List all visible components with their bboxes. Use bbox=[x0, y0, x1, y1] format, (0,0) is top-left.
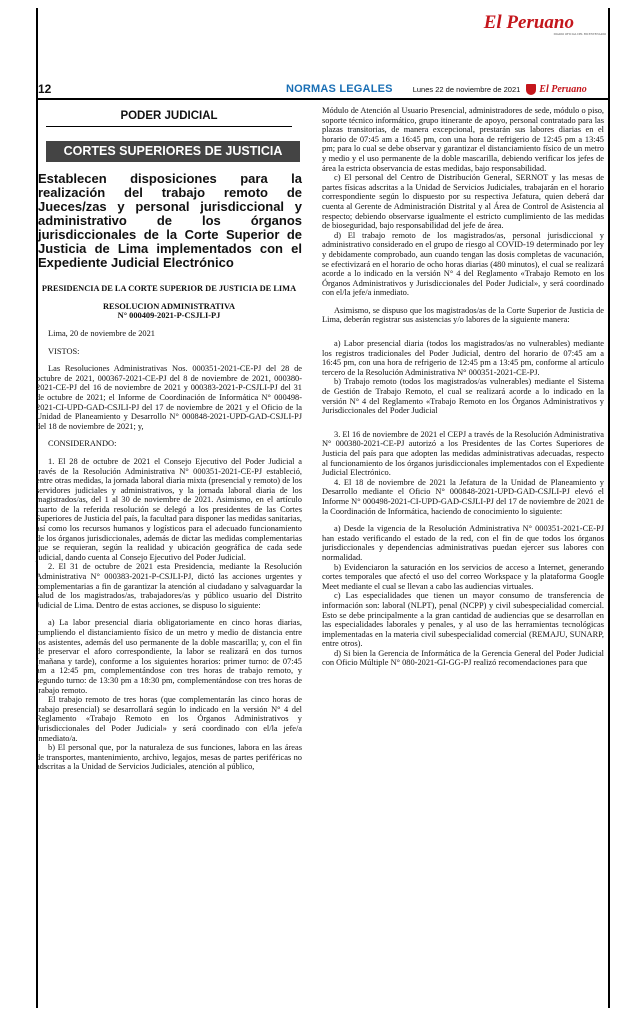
right-column bbox=[322, 106, 604, 668]
right-paragraph-3: d) El trabajo remoto de los magistrados/as, personal jurisdiccional y administrativo considerado en el grupo de riesgo al COVID-19 determinado por ley y debidamente comprobado, aun cuando tengan las dosis completas de vacunación, se efectivizará en el horario de ocho horas diarias (480 minutos), el cual se realizará acorde a lo indicado en la versión N° 4 del Reglamento «Trabajo Remoto en los Órganos Administrativos y Jurisdiccionales del Poder Judicial», y será coordinado con el/la jefe/a inmediato. bbox=[322, 230, 604, 298]
shield-icon bbox=[526, 84, 536, 95]
considerando-heading: CONSIDERANDO: bbox=[48, 439, 117, 449]
right-paragraph-4: Asimismo, se dispuso que los magistrados/as de la Corte Superior de Justicia de Lima, deberán registrar sus asistencias y/o labores de la siguiente manera: bbox=[322, 305, 604, 325]
newspaper-subtitle: DIARIO OFICIAL DEL BICENTENARIO bbox=[553, 32, 606, 36]
right-paragraph-8: 4. El 18 de noviembre de 2021 la Jefatura de la Unidad de Planeamiento y Desarrollo mediante el Oficio N° 000848-2021-UPD-GAD-CSJLI-PJ elevó el Informe N° 000498-2021-CI-UPD-GAD-CSJLI-PJ del 17 de noviembre de 2021 de la Coordinación de Informática, haciendo de conocimiento lo siguiente: bbox=[322, 477, 604, 516]
header-logo bbox=[526, 84, 587, 95]
paragraph-a2: El trabajo remoto de tres horas (que complementarán las cinco horas de trabajo presencial) se desarrollará según lo indicado en la versión N° 4 del Reglamento «Trabajo Remoto en los Órganos Administrativos y Jurisdiccionales del Poder Judicial» y será coordinado con el/la jefe/a inmediato/a. bbox=[36, 695, 302, 743]
vistos-heading: VISTOS: bbox=[48, 346, 80, 356]
newspaper-logo: El Peruano bbox=[483, 12, 574, 33]
paragraph-1: 1. El 28 de octubre de 2021 el Consejo Ejecutivo del Poder Judicial a través de la Resolución Administrativa N° 000351-2021-CE-PJ estableció, entre otras medidas, la jornada laboral diaria mixta (presencial y remoto) de los servidores judiciales y administrativos, y la jornada laboral diaria de los magistrados/as, del 1 al 30 de noviembre de 2021. Asimismo, en el artículo cuarto de la referida resolución se delegó a los presidentes de las Cortes Superiores de Justicia del país, la facultad para disponer las medidas sanitarias, así como los recursos humanos y logísticos para el adecuado funcionamiento de los órganos jurisdiccionales, además de dictar las medidas complementarias que se requieran, según la realidad y ubicación geográfica de cada sede judicial, dando cuenta al Consejo Ejecutivo del Poder Judicial. bbox=[36, 456, 302, 562]
branch-divider bbox=[46, 126, 292, 127]
resolution-number: N° 000409-2021-P-CSJLI-PJ bbox=[117, 311, 221, 321]
paragraph-2: 2. El 31 de octubre de 2021 esta Presidencia, mediante la Resolución Administrativa N° 000383-2021-P-CSJLI-PJ, dictó las acciones urgentes y complementarias a fin de garantizar la atención al ciudadano y salvaguardar la salud de los magistrados/as, trabajadores/as y público usuario del Distrito Judicial de Lima. Dentro de estas acciones, se dispuso lo siguiente: bbox=[36, 562, 302, 610]
paragraph-b: b) El personal que, por la naturaleza de sus funciones, labora en las áreas de transportes, mantenimiento, archivo, legajos, mesas de partes periféricas no adscritas a la Unidad de Servicios Judiciales, atención al público, bbox=[36, 743, 302, 772]
right-paragraph-2: c) El personal del Centro de Distribución General, SERNOT y las mesas de partes físicas adscritas a la Unidad de Servicios Judiciales, trabajarán en el horario correspondiente según lo dispuesto por su respectiva Jefatura, quien deberá dar cuenta al Gerente de Administración Distrital y al Área de Control de Asistencia al respecto; debiendo observarse igualmente el estricto cumplimiento de las medidas de bioseguridad, bajo responsabilidad del jefe de área. bbox=[322, 173, 604, 231]
right-paragraph-7: 3. El 16 de noviembre de 2021 el CEPJ a través de la Resolución Administrativa N° 000380-2021-CE-PJ autorizó a los Presidentes de las Cortes Superiores de Justicia del país para que adopten las medidas administrativas adecuadas, respecto al funcionamiento de los órganos jurisdiccionales implementados con el Expediente Judicial Electrónico. bbox=[322, 429, 604, 478]
page-header bbox=[36, 80, 608, 98]
right-paragraph-1: Módulo de Atención al Usuario Presencial, administradores de sede, módulo o piso, soporte técnico informático, grupo itinerante de apoyo, personal contratado para las plazas transitorias, de manera excepcional, prestarán sus labores diarias en el horario de 07:45 am a 16:45 pm, con una hora de refrigerio de 12:45 pm a 13:45 pm; para lo cual se debe observar y garantizar el distanciamiento físico de un metro y medio y el uso permanente de la doble mascarilla, debiendo verificar los jefes de área la estricta observancia de estas medidas, bajo responsabilidad. bbox=[322, 106, 604, 173]
right-paragraph-5: a) Labor presencial diaria (todos los magistrados/as no vulnerables) mediante los registros tradicionales del Poder Judicial, dentro del horario de 07:45 am a 16:45 pm, con una hora de refrigerio de 12:45 pm a 13:45 pm, conforme al artículo tercero de la Resolución Administrativa N° 000351-2021-CE-PJ. bbox=[322, 339, 604, 377]
left-column bbox=[36, 106, 302, 772]
section-title: NORMAS LEGALES bbox=[286, 83, 393, 95]
right-paragraph-9: a) Desde la vigencia de la Resolución Administrativa N° 000351-2021-CE-PJ han estado verificando el estado de la red, con el fin de que todos los órganos jurisdiccionales y dependencias administrativas puedan ejercer sus labores con normalidad. bbox=[322, 524, 604, 562]
right-paragraph-12: d) Si bien la Gerencia de Informática de la Gerencia General del Poder Judicial con Oficio Múltiple N° 080-2021-GI-GG-PJ realizó recomendaciones para que bbox=[322, 648, 604, 668]
presidency-heading: PRESIDENCIA DE LA CORTE SUPERIOR DE JUSTICIA DE LIMA bbox=[41, 284, 297, 294]
place-date: Lima, 20 de noviembre de 2021 bbox=[48, 328, 155, 338]
section-banner: CORTES SUPERIORES DE JUSTICIA bbox=[46, 141, 300, 163]
resolution-title: RESOLUCION ADMINISTRATIVA bbox=[102, 301, 236, 311]
right-paragraph-11: c) Las especialidades que tienen un mayor consumo de transferencia de información son: laboral (NLPT), penal (NCPP) y civil subespecialidad comercial. Esto se debe principalmente a la gran cantidad de audiencias que se desarrollan en las especialidades laborales y penales, y al uso de las herramientas tecnológicas implementadas en la materia civil subespecialidad comercial (REMAJU, SUNARP, entre otros). bbox=[322, 591, 604, 649]
masthead bbox=[36, 8, 608, 38]
page-number: 12 bbox=[38, 82, 52, 96]
paragraph-a: a) La labor presencial diaria obligatoriamente en cinco horas diarias, cumpliendo el distanciamiento físico de un metro y medio de distancia entre los asistentes, además del uso permanente de la doble mascarilla; y, con el fin de preservar el aforo correspondiente, la labor se realizará en dos turnos (mañana y tarde), conforme a los siguientes horarios: primer turno: de 07:45 am a 12:45 pm, complementándose con tres horas de trabajo remoto, y segundo turno: de 13:30 pm a 18:30 pm, complementándose con tres horas de trabajo remoto. bbox=[36, 618, 302, 695]
header-divider bbox=[36, 98, 608, 100]
issue-date: Lunes 22 de noviembre de 2021 bbox=[412, 84, 521, 94]
vistos-paragraph: Las Resoluciones Administrativas Nos. 000351-2021-CE-PJ del 28 de octubre de 2021, 000367-2021-CE-PJ del 8 de noviembre de 2021, 000380-2021-CE-PJ del 16 de noviembre de 2021 y 000383-2021-P-CSJLI-PJ del 31 de octubre de 2021; el Informe de Coordinación de Informática N° 000498-2021-CI-UPD-GAD-CSJLI-PJ del 17 de noviembre de 2021 y el Oficio de la Unidad de Planeamiento y Desarrollo N° 000848-2021-UPD-GAD-CSJLI-PJ del 18 de noviembre de 2021; y, bbox=[36, 364, 302, 431]
right-paragraph-6: b) Trabajo remoto (todos los magistrados/as vulnerables) mediante el Sistema de Gestión de Trabajo Remoto, el cual se realizará acorde a lo indicado en la versión N° 4 del Reglamento «Trabajo Remoto en los Órganos Administrativos y Jurisdiccionales del Poder Judicial bbox=[322, 377, 604, 416]
article-headline: Establecen disposiciones para la realización del trabajo remoto de Jueces/zas y personal jurisdiccional y administrativo de los órganos jurisdiccionales de la Corte Superior de Justicia de Lima implementados con el Expediente Judicial Electrónico bbox=[38, 171, 302, 271]
header-logo-text: El Peruano bbox=[539, 83, 587, 95]
branch-title: PODER JUDICIAL bbox=[120, 110, 218, 122]
right-paragraph-10: b) Evidenciaron la saturación en los servicios de acceso a Internet, generando cortes temporales que afectó el uso del correo Workspace y la plataforma Google Meet mediante el cual se llevan a cabo las audiencias virtuales. bbox=[322, 562, 604, 591]
